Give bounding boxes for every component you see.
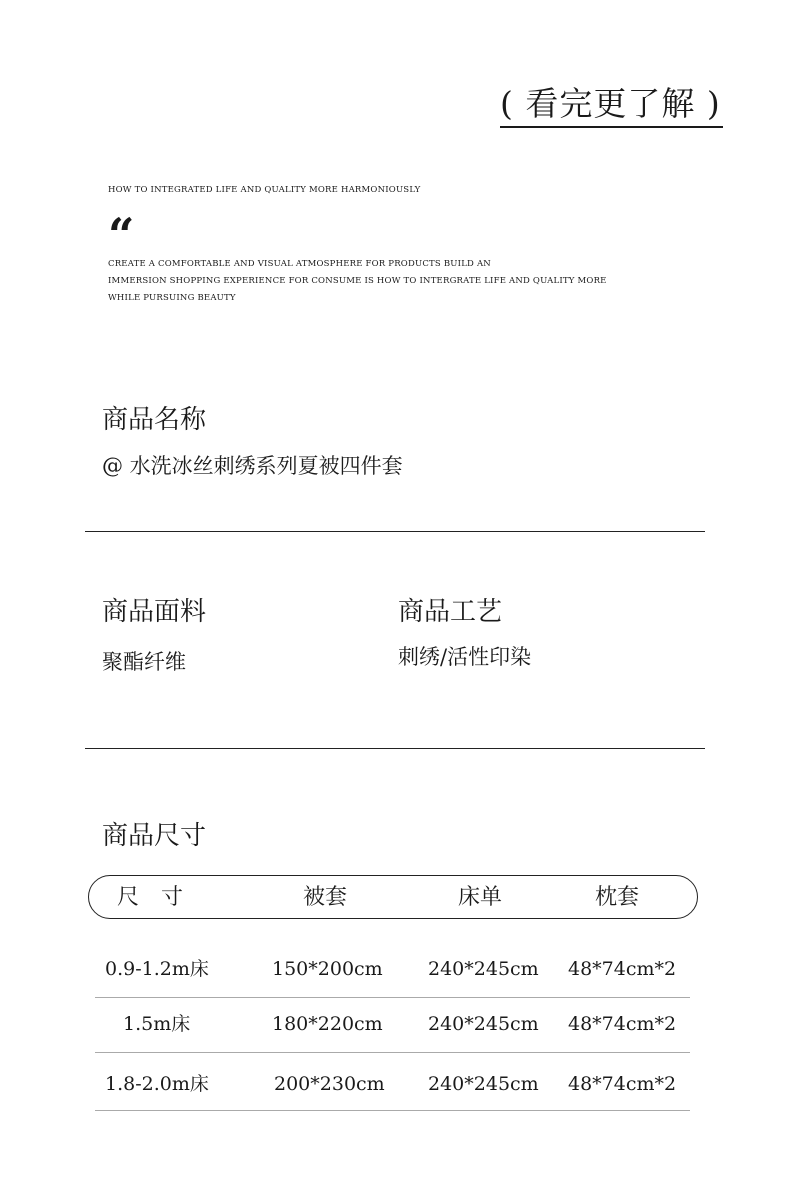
intro-line: IMMERSION SHOPPING EXPERIENCE FOR CONSUME IS HOW TO INTERGRATE LIFE AND QUALITY MORE: [108, 276, 607, 286]
intro-description: [108, 256, 607, 307]
cell-pillowcase: 48*74cm*2: [568, 1073, 677, 1095]
craft-label: 商品工艺: [398, 597, 503, 627]
fabric-label: 商品面料: [102, 597, 207, 627]
cell-bed-sheet: 240*245cm: [428, 1013, 539, 1035]
cell-bed-sheet: 240*245cm: [428, 958, 539, 980]
row-divider: [95, 1110, 690, 1111]
cell-duvet-cover: 150*200cm: [272, 958, 383, 980]
header-size: 尺 寸: [117, 885, 184, 910]
divider: [85, 748, 705, 749]
quote-mark-icon: “: [108, 208, 135, 262]
intro-tagline: HOW TO INTEGRATED LIFE AND QUALITY MORE HARMONIOUSLY: [108, 185, 421, 195]
cell-size: 1.8-2.0m床: [105, 1073, 209, 1095]
row-divider: [95, 1052, 690, 1053]
intro-line: CREATE A COMFORTABLE AND VISUAL ATMOSPHERE FOR PRODUCTS BUILD AN: [108, 259, 491, 269]
header-pillowcase: 枕套: [595, 885, 640, 910]
cell-pillowcase: 48*74cm*2: [568, 958, 677, 980]
header-duvet-cover: 被套: [303, 885, 348, 910]
divider: [85, 531, 705, 532]
cell-size: 0.9-1.2m床: [105, 958, 209, 980]
row-divider: [95, 997, 690, 998]
cell-pillowcase: 48*74cm*2: [568, 1013, 677, 1035]
cell-size: 1.5m床: [123, 1013, 191, 1035]
product-name-value: @ 水洗冰丝刺绣系列夏被四件套: [102, 454, 403, 478]
cell-bed-sheet: 240*245cm: [428, 1073, 539, 1095]
cell-duvet-cover: 200*230cm: [274, 1073, 385, 1095]
fabric-value: 聚酯纤维: [102, 650, 186, 674]
product-name-label: 商品名称: [102, 405, 207, 435]
size-label: 商品尺寸: [102, 821, 207, 851]
intro-line: WHILE PURSUING BEAUTY: [108, 293, 236, 303]
header-bed-sheet: 床单: [458, 885, 503, 910]
learn-more-link[interactable]: ( 看完更了解 ): [500, 82, 723, 128]
craft-value: 刺绣/活性印染: [398, 645, 532, 669]
size-table-header: [88, 875, 698, 919]
cell-duvet-cover: 180*220cm: [272, 1013, 383, 1035]
